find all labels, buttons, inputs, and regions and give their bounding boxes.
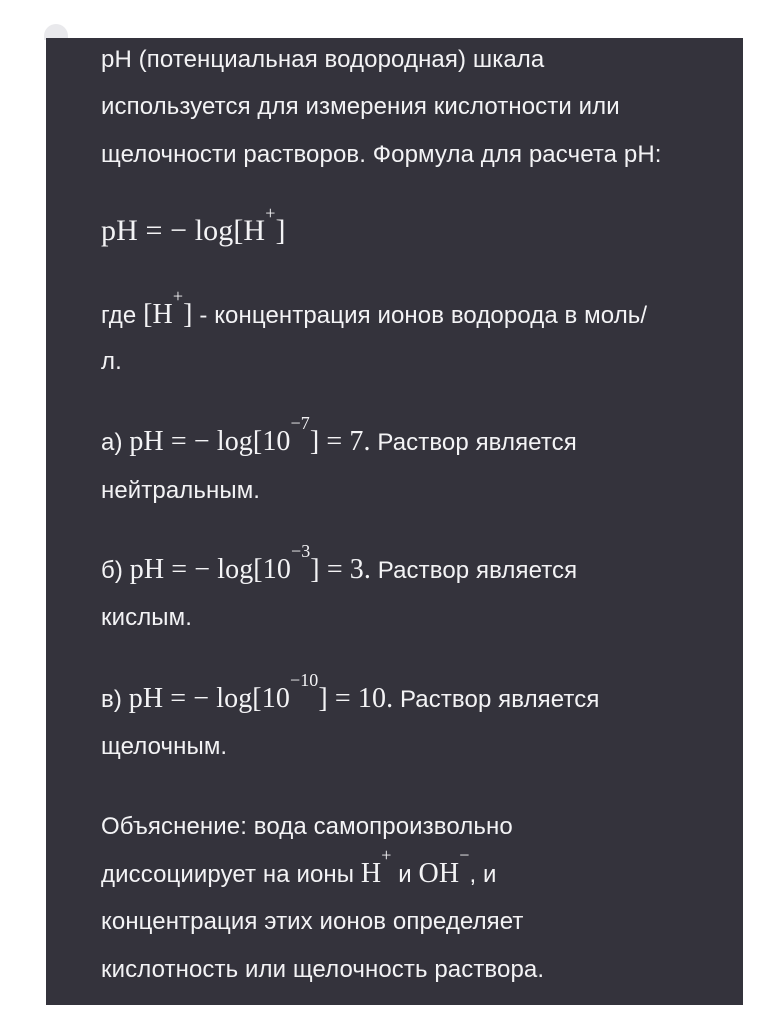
formula-main: pH = − log[H (101, 214, 266, 247)
item-c-line (101, 670, 600, 716)
ion-h-sup: + (381, 845, 392, 865)
item-a-wrap: нейтральным. (101, 477, 261, 504)
item-a-label: а) (101, 429, 130, 456)
where-suffix: - концентрация ионов водорода в моль/ (192, 302, 648, 329)
explanation-line-3: концентрация этих ионов определяет (101, 908, 524, 935)
item-c-text: Раствор является (393, 686, 600, 713)
where-wrap: л. (101, 348, 122, 375)
item-b-math-main: pH = − log[10 (129, 554, 291, 585)
explanation-line-2-prefix: диссоциирует на ионы (101, 861, 361, 888)
item-b-text: Раствор является (371, 557, 578, 584)
explanation-line-2-suffix: , и (469, 861, 497, 888)
where-math-main: [H (143, 299, 173, 330)
intro-line-2: используется для измерения кислотности или (101, 93, 620, 120)
item-b-line (101, 541, 578, 587)
item-a-math-tail: ] = 7. (309, 426, 371, 457)
ion-h-main: H (360, 858, 382, 889)
ion-oh-main: OH (418, 858, 460, 889)
item-a-text: Раствор является (370, 429, 577, 456)
ph-formula (101, 203, 286, 249)
where-line (101, 286, 648, 332)
where-math-tail: ] (183, 299, 193, 330)
item-b-wrap: кислым. (101, 604, 193, 631)
intro-line-1: pH (потенциальная водородная) шкала (101, 46, 545, 73)
item-c-math-tail: ] = 10. (318, 683, 394, 714)
where-math-sup: + (172, 286, 184, 306)
ion-oh-sup: − (459, 845, 470, 865)
formula-superscript: + (265, 203, 276, 223)
item-c-label: в) (101, 686, 129, 713)
item-b-label: б) (101, 557, 130, 584)
item-a-math-sup: −7 (290, 413, 310, 433)
item-b-math-tail: ] = 3. (310, 554, 372, 585)
explanation-line-2-mid: и (391, 861, 419, 888)
item-b-math-sup: −3 (290, 541, 311, 561)
item-c-math-sup: −10 (289, 670, 319, 690)
formula-tail: ] (275, 214, 286, 247)
item-a-line (101, 413, 577, 459)
explanation-line-4: кислотность или щелочность раствора. (101, 956, 545, 983)
item-c-wrap: щелочным. (101, 733, 228, 760)
item-c-math-main: pH = − log[10 (128, 683, 290, 714)
explanation-line-1: Объяснение: вода самопроизвольно (101, 813, 513, 840)
intro-line-3: щелочности растворов. Формула для расчета pH: (101, 141, 662, 168)
item-a-math-main: pH = − log[10 (129, 426, 291, 457)
where-prefix: где (101, 302, 144, 329)
explanation-line-2 (101, 845, 497, 891)
